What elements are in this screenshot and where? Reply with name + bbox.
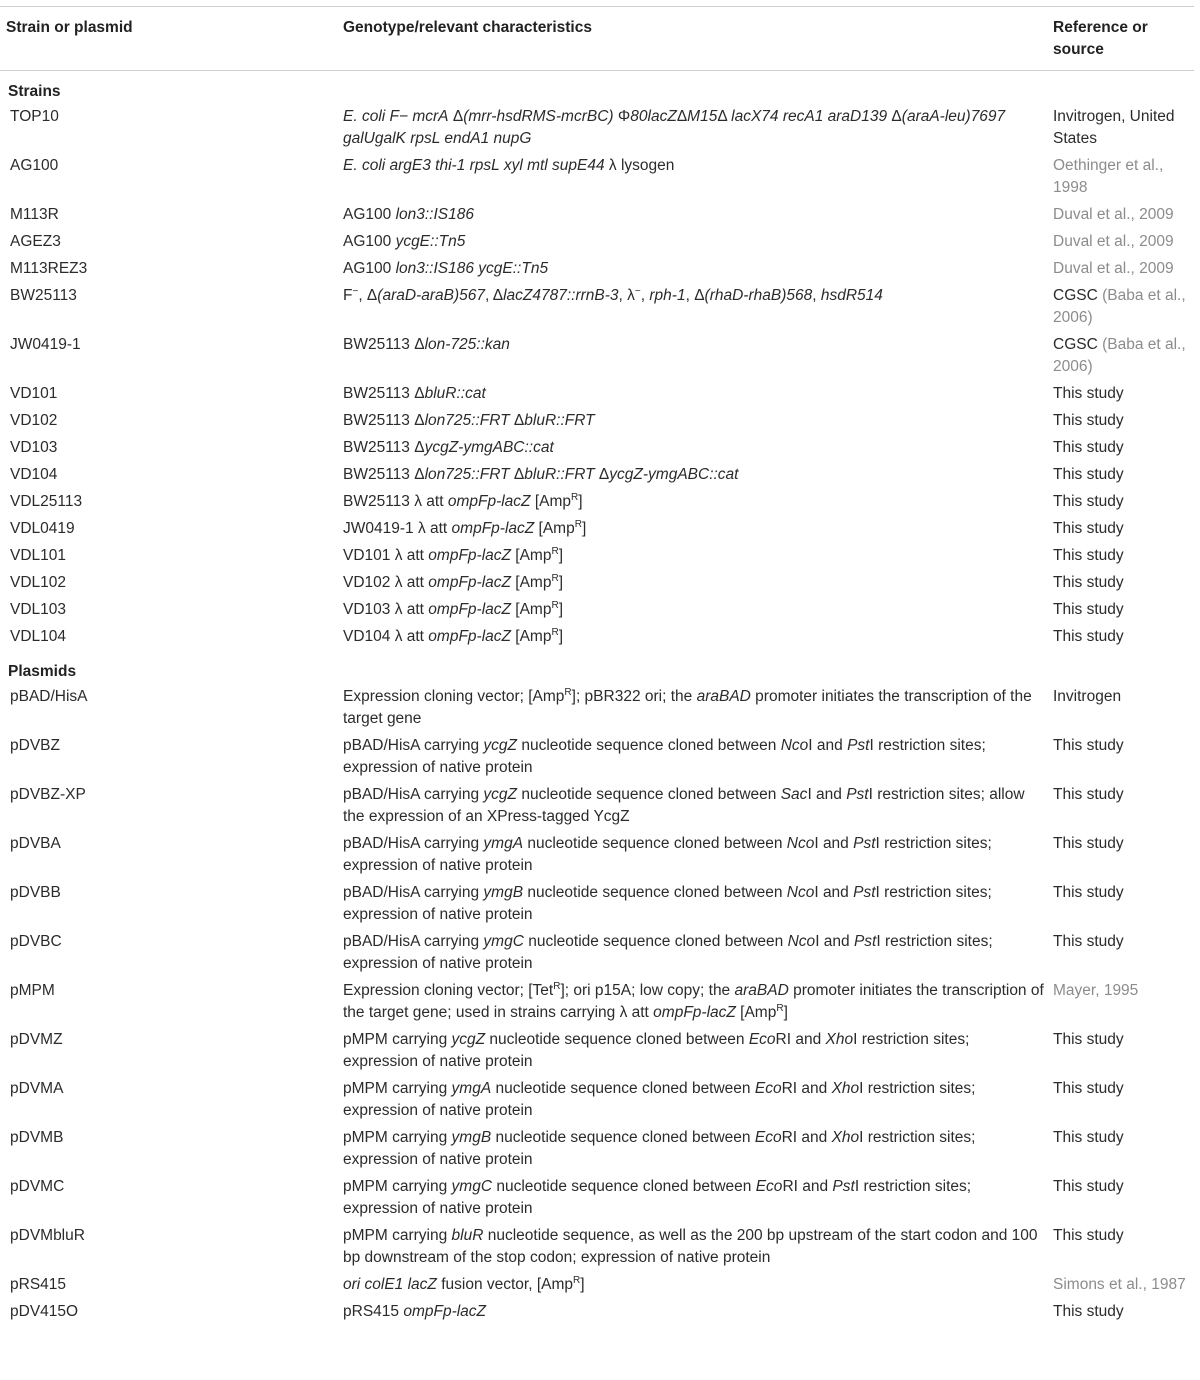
reference-cell: This study — [1053, 493, 1124, 510]
table-row — [0, 684, 1194, 733]
genotype-cell: ori colE1 lacZ fusion vector, [Amp$^R$] — [343, 1275, 585, 1293]
reference-cell: CGSC (Baba et al., 2006) — [1053, 287, 1186, 326]
genotype-cell: AG100 lon3::IS186 — [343, 206, 474, 223]
genotype-cell: VD103 λ att ompFp-lacZ [Amp$^R$] — [343, 600, 564, 618]
table-row — [0, 880, 1194, 929]
reference-cell: This study — [1053, 737, 1124, 754]
reference-cell: This study — [1053, 385, 1124, 402]
section-row — [0, 651, 1194, 684]
strain-name: pDVBZ — [10, 737, 60, 754]
reference-cell: This study — [1053, 884, 1124, 901]
reference-cell: This study — [1053, 933, 1124, 950]
strain-name: M113R — [10, 206, 59, 223]
table-row — [0, 597, 1194, 624]
reference-cell: Duval et al., 2009 — [1053, 233, 1174, 250]
strain-name: pDVMZ — [10, 1031, 63, 1048]
strain-name: VD101 — [10, 385, 58, 402]
strain-name: pDVBZ-XP — [10, 786, 86, 803]
table-row — [0, 256, 1194, 283]
genotype-cell: pMPM carrying bluR nucleotide sequence, as well as the 200 bp upstream of the start codon and 100 bp downstream of the stop codon; expression of native protein — [343, 1227, 1038, 1266]
genotype-cell: E. coli F− mcrA Δ(mrr-hsdRMS-mcrBC) Φ80lacZΔM15Δ lacX74 recA1 araD139 Δ(araA-leu)7697 galUgalK rpsL endA1 nupG — [343, 108, 1006, 147]
genotype-cell: BW25113 ΔycgZ-ymgABC::cat — [343, 439, 554, 456]
table-row — [0, 978, 1194, 1027]
genotype-cell: VD104 λ att ompFp-lacZ [Amp$^R$] — [343, 627, 564, 645]
table-row — [0, 624, 1194, 651]
strain-name: pDVMbluR — [10, 1227, 85, 1244]
table-row — [0, 381, 1194, 408]
reference-cell: This study — [1053, 520, 1124, 537]
table-row — [0, 1027, 1194, 1076]
genotype-cell: pBAD/HisA carrying ymgC nucleotide sequence cloned between NcoI and PstI restriction sites; expression of native protein — [343, 933, 993, 972]
genotype-cell: BW25113 Δlon-725::kan — [343, 336, 510, 353]
strain-name: pBAD/HisA — [10, 688, 88, 705]
reference-cell: This study — [1053, 1080, 1124, 1097]
reference-cell: This study — [1053, 1303, 1124, 1320]
section-title: Plasmids — [8, 663, 77, 680]
genotype-cell: pMPM carrying ymgA nucleotide sequence cloned between EcoRI and XhoI restriction sites; expression of native protein — [343, 1080, 976, 1119]
strain-name: VDL103 — [10, 601, 67, 618]
strain-name: AG100 — [10, 157, 59, 174]
reference-cell: Duval et al., 2009 — [1053, 260, 1174, 277]
table-row — [0, 462, 1194, 489]
table-row — [0, 1174, 1194, 1223]
table-row — [0, 1272, 1194, 1299]
section-title: Strains — [8, 83, 61, 100]
table-row — [0, 733, 1194, 782]
table-row — [0, 104, 1194, 153]
reference-cell: Mayer, 1995 — [1053, 982, 1139, 999]
strain-name: pDVBB — [10, 884, 61, 901]
strain-name: BW25113 — [10, 287, 77, 304]
reference-cell: Oethinger et al., 1998 — [1053, 157, 1164, 196]
table-header — [0, 7, 1194, 71]
strain-name: VD102 — [10, 412, 58, 429]
table-row — [0, 1223, 1194, 1272]
reference-cell: This study — [1053, 439, 1124, 456]
genotype-cell: pBAD/HisA carrying ymgB nucleotide sequence cloned between NcoI and PstI restriction sites; expression of native protein — [343, 884, 992, 923]
table-row — [0, 831, 1194, 880]
table-row — [0, 435, 1194, 462]
reference-cell: This study — [1053, 547, 1124, 564]
genotype-cell: AG100 lon3::IS186 ycgE::Tn5 — [343, 260, 549, 277]
genotype-cell: pMPM carrying ymgC nucleotide sequence cloned between EcoRI and PstI restriction sites; expression of native protein — [343, 1178, 972, 1217]
strain-name: AGEZ3 — [10, 233, 61, 250]
genotype-cell: pMPM carrying ycgZ nucleotide sequence cloned between EcoRI and XhoI restriction sites; expression of native protein — [343, 1031, 970, 1070]
reference-cell: CGSC (Baba et al., 2006) — [1053, 336, 1186, 375]
genotype-cell: BW25113 Δlon725::FRT ΔbluR::FRT — [343, 412, 595, 429]
reference-cell: This study — [1053, 786, 1124, 803]
reference-cell: This study — [1053, 1227, 1124, 1244]
strain-name: pDVMA — [10, 1080, 64, 1097]
strain-name: VDL101 — [10, 547, 67, 564]
table-row — [0, 516, 1194, 543]
reference-cell: This study — [1053, 1031, 1124, 1048]
strain-name: M113REZ3 — [10, 260, 88, 277]
genotype-cell: BW25113 Δlon725::FRT ΔbluR::FRT ΔycgZ-ymgABC::cat — [343, 466, 739, 483]
table-body — [0, 71, 1194, 1327]
reference-cell: This study — [1053, 835, 1124, 852]
strain-name: pMPM — [10, 982, 55, 999]
strain-name: VDL102 — [10, 574, 67, 591]
reference-cell: This study — [1053, 466, 1124, 483]
genotype-cell: pMPM carrying ymgB nucleotide sequence cloned between EcoRI and XhoI restriction sites; expression of native protein — [343, 1129, 976, 1168]
strain-name: pDVBC — [10, 933, 62, 950]
reference-cell: This study — [1053, 574, 1124, 591]
strain-plasmid-table — [0, 6, 1194, 1326]
genotype-cell: BW25113 ΔbluR::cat — [343, 385, 486, 402]
strain-name: VDL0419 — [10, 520, 75, 537]
strain-name: pDVMC — [10, 1178, 65, 1195]
table-row — [0, 489, 1194, 516]
header-strain-or-plasmid: Strain or plasmid — [6, 19, 133, 36]
strain-name: pDV415O — [10, 1303, 79, 1320]
reference-cell: Duval et al., 2009 — [1053, 206, 1174, 223]
reference-cell: This study — [1053, 601, 1124, 618]
reference-cell: Simons et al., 1987 — [1053, 1276, 1186, 1293]
genotype-cell: pBAD/HisA carrying ycgZ nucleotide sequence cloned between SacI and PstI restriction sites; allow the expression of an XPress-tagged YcgZ — [343, 786, 1025, 825]
strain-name: pRS415 — [10, 1276, 67, 1293]
genotype-cell: Expression cloning vector; [Tet$^R$]; ori p15A; low copy; the araBAD promoter initiates the transcription of the target gene; used in strains carrying λ att ompFp-lacZ [Amp$^R$] — [343, 981, 1044, 1021]
header-row — [0, 7, 1194, 71]
section-row — [0, 71, 1194, 105]
genotype-cell: Expression cloning vector; [Amp$^R$]; pBR322 ori; the araBAD promoter initiates the transcription of the target gene — [343, 687, 1032, 727]
genotype-cell: F−, Δ(araD-araB)567, ΔlacZ4787::rrnB-3, λ−, rph-1, Δ(rhaD-rhaB)568, hsdR514 — [343, 286, 883, 304]
strain-name: JW0419-1 — [10, 336, 81, 353]
table-row — [0, 408, 1194, 435]
strain-name: pDVBA — [10, 835, 61, 852]
strain-name: VD104 — [10, 466, 58, 483]
table-row — [0, 570, 1194, 597]
table-row — [0, 1299, 1194, 1326]
table-row — [0, 153, 1194, 202]
table-row — [0, 929, 1194, 978]
header-reference: Reference or source — [1053, 19, 1148, 58]
strain-name: VDL104 — [10, 628, 67, 645]
genotype-cell: pRS415 ompFp-lacZ — [343, 1303, 487, 1320]
table-row — [0, 283, 1194, 332]
table-row — [0, 332, 1194, 381]
table-row — [0, 543, 1194, 570]
genotype-cell: BW25113 λ att ompFp-lacZ [Amp$^R$] — [343, 492, 583, 510]
genotype-cell: VD101 λ att ompFp-lacZ [Amp$^R$] — [343, 546, 564, 564]
genotype-cell: pBAD/HisA carrying ymgA nucleotide sequence cloned between NcoI and PstI restriction sites; expression of native protein — [343, 835, 992, 874]
genotype-cell: pBAD/HisA carrying ycgZ nucleotide sequence cloned between NcoI and PstI restriction sites; expression of native protein — [343, 737, 986, 776]
header-genotype: Genotype/relevant characteristics — [343, 19, 592, 36]
reference-cell: Invitrogen — [1053, 688, 1122, 705]
table-row — [0, 229, 1194, 256]
strain-name: VDL25113 — [10, 493, 83, 510]
strain-name: TOP10 — [10, 108, 59, 125]
reference-cell: This study — [1053, 412, 1124, 429]
table-row — [0, 202, 1194, 229]
table-row — [0, 782, 1194, 831]
genotype-cell: VD102 λ att ompFp-lacZ [Amp$^R$] — [343, 573, 564, 591]
strain-name: pDVMB — [10, 1129, 64, 1146]
reference-cell: This study — [1053, 1178, 1124, 1195]
genotype-cell: E. coli argE3 thi-1 rpsL xyl mtl supE44 λ lysogen — [343, 157, 675, 174]
table-row — [0, 1125, 1194, 1174]
genotype-cell: JW0419-1 λ att ompFp-lacZ [Amp$^R$] — [343, 519, 587, 537]
strain-name: VD103 — [10, 439, 58, 456]
reference-cell: Invitrogen, United States — [1053, 108, 1175, 147]
table-row — [0, 1076, 1194, 1125]
genotype-cell: AG100 ycgE::Tn5 — [343, 233, 466, 250]
reference-cell: This study — [1053, 1129, 1124, 1146]
reference-cell: This study — [1053, 628, 1124, 645]
